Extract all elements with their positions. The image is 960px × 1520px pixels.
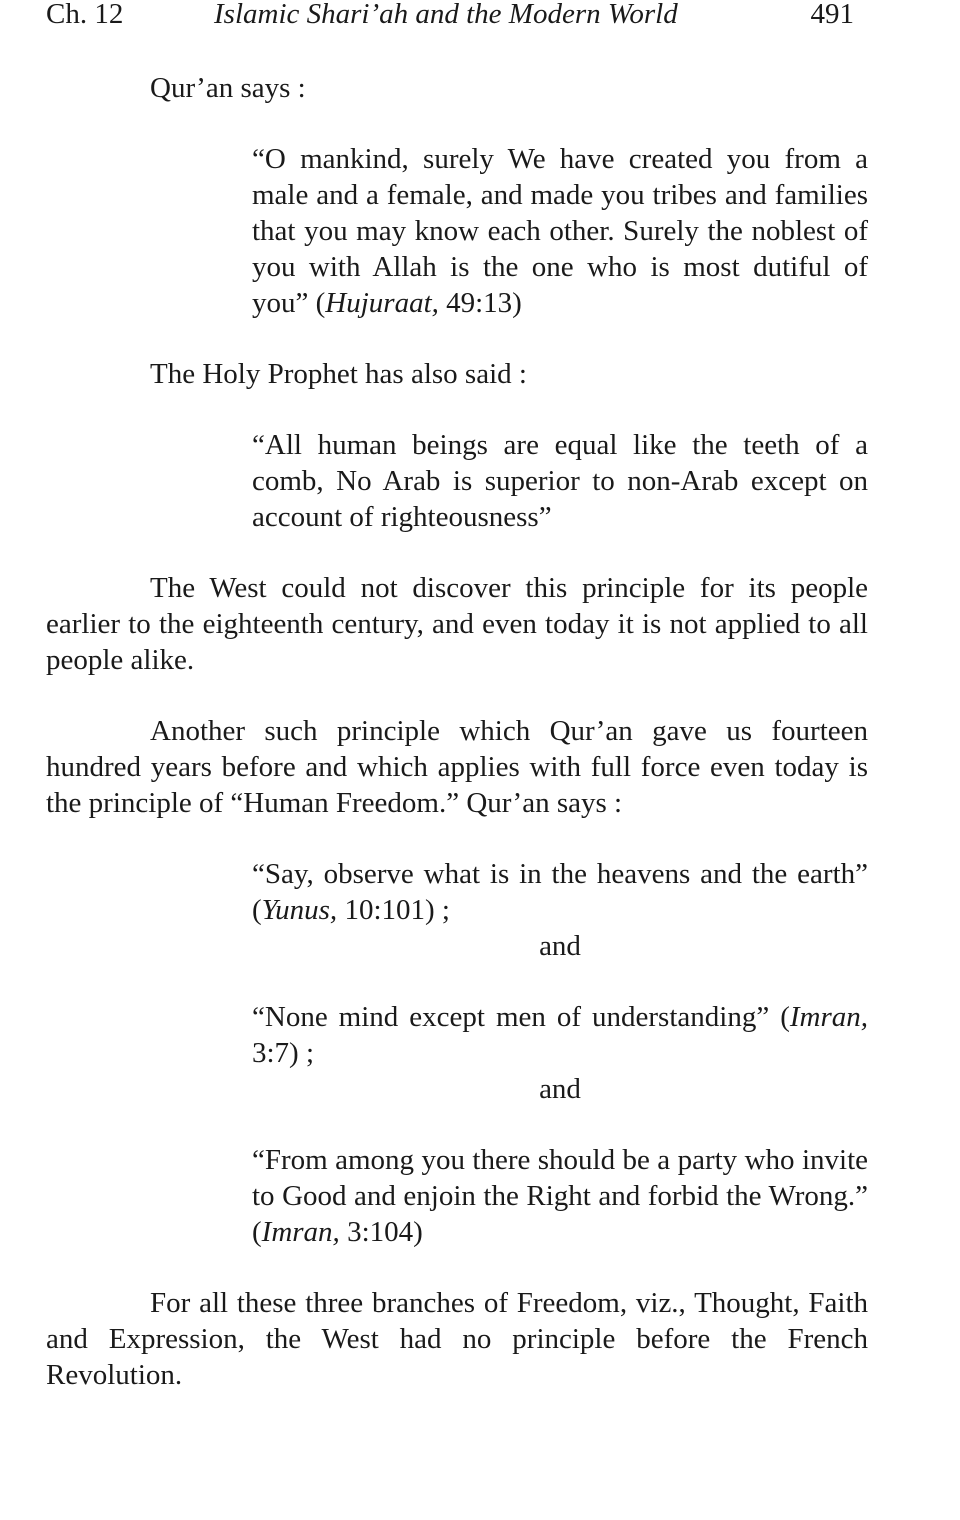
quote-imran-3-7 — [252, 999, 868, 1071]
quote-reference-name: Imran, — [789, 1001, 868, 1033]
quote-reference-number: 49:13) — [438, 287, 522, 319]
quote-reference-name: Hujuraat, — [325, 287, 439, 319]
running-header — [46, 0, 854, 34]
quote-text: “Say, observe what is in the heavens and the earth” ( — [252, 858, 868, 926]
page-body — [46, 70, 868, 1393]
quote-text: “From among you there should be a party who invite to Good and enjoin the Right and forbid the Wrong.” ( — [252, 1144, 868, 1248]
quote-imran-3-104 — [252, 1142, 868, 1250]
intro-quran-says: Qur’an says : — [150, 72, 306, 104]
quote-reference-number: 3:104) — [339, 1216, 423, 1248]
paragraph-three-freedoms: For all these three branches of Freedom, viz., Thought, Faith and Expression, the West had no principle before the French Revolution. — [46, 1287, 868, 1391]
quote-reference-name: Yunus, — [261, 894, 338, 926]
quote-yunus — [252, 856, 868, 928]
quote-reference-number: 3:7) ; — [252, 1037, 315, 1069]
conjunction-and: and — [539, 930, 581, 962]
quote-reference-number: 10:101) ; — [337, 894, 450, 926]
quote-text: “None mind except men of understanding” ( — [252, 1001, 790, 1033]
paragraph-west-principle: The West could not discover this principle for its people earlier to the eighteenth century, and even today it is not applied to all people alike. — [46, 572, 868, 676]
conjunction-and: and — [539, 1073, 581, 1105]
chapter-label: Ch. 12 — [46, 0, 124, 30]
quote-hujuraat — [252, 141, 868, 321]
quote-hadith: “All human beings are equal like the teeth of a comb, No Arab is superior to non-Arab except on account of righteousness” — [252, 429, 868, 533]
paragraph-human-freedom: Another such principle which Qur’an gave us fourteen hundred years before and which applies with full force even today is the principle of “Human Freedom.” Qur’an says : — [46, 715, 868, 819]
page-number: 491 — [810, 0, 854, 30]
book-title: Islamic Shari’ah and the Modern World — [214, 0, 678, 30]
quote-reference-name: Imran, — [261, 1216, 340, 1248]
quote-text: “O mankind, surely We have created you from a male and a female, and made you tribes and families that you may know each other. Surely the noblest of you with Allah is the one who is most dutiful of you” ( — [252, 143, 868, 319]
intro-prophet-said: The Holy Prophet has also said : — [150, 358, 527, 390]
